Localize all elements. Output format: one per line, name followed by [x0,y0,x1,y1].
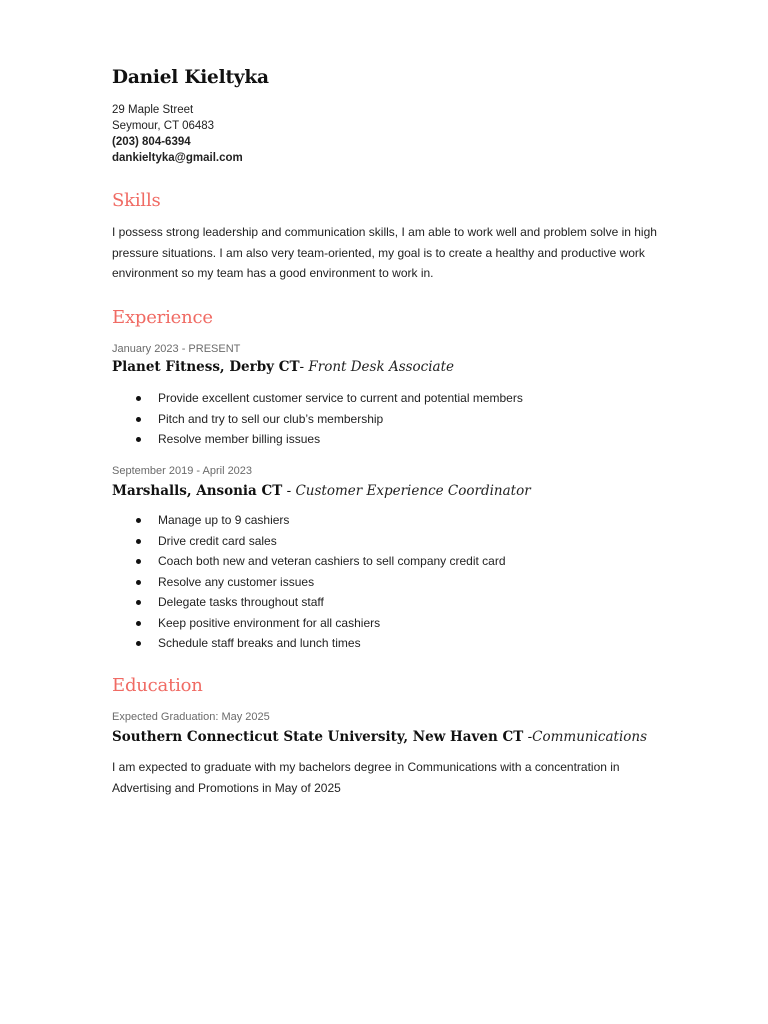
city-state-zip: Seymour, CT 06483 [112,120,215,132]
job-dates: September 2019 - April 2023 [112,465,253,477]
job-duties-list [112,388,523,450]
separator: - [299,359,309,375]
list-item: Resolve any customer issues [112,572,506,593]
experience-heading: Experience [112,307,213,328]
separator: - [523,729,533,745]
applicant-name: Daniel Kieltyka [112,67,269,88]
job-duties-list [112,510,506,654]
list-item: Resolve member billing issues [112,429,523,450]
list-item: Pitch and try to sell our club’s membership [112,409,523,430]
education-heading: Education [112,675,203,696]
list-item: Keep positive environment for all cashiers [112,613,506,634]
email-address: dankieltyka@gmail.com [112,152,243,164]
job-title-line [112,359,454,375]
major: Communications [532,729,648,745]
street-address: 29 Maple Street [112,104,194,116]
list-item: Manage up to 9 cashiers [112,510,506,531]
list-item: Coach both new and veteran cashiers to sell company credit card [112,551,506,572]
employer: Planet Fitness, Derby CT [112,359,300,375]
education-paragraph: I am expected to graduate with my bachelors degree in Communications with a concentration in Advertising and Promotions in May of 2025 [112,760,620,795]
employer: Marshalls, Ansonia CT [112,483,283,499]
graduation-date: Expected Graduation: May 2025 [112,711,270,723]
job-title-line [112,483,531,499]
school-line [112,729,647,745]
list-item: Drive credit card sales [112,531,506,552]
school: Southern Connecticut State University, New Haven CT [112,729,524,745]
skills-paragraph: I possess strong leadership and communication skills, I am able to work well and problem solve in high pressure situations. I am also very team-oriented, my goal is to create a healthy and productive work environment so my team has a good environment to work in. [112,225,657,280]
list-item: Delegate tasks throughout staff [112,592,506,613]
job-dates: January 2023 - PRESENT [112,343,241,355]
list-item: Schedule staff breaks and lunch times [112,633,506,654]
phone-number: (203) 804-6394 [112,136,191,148]
role: Front Desk Associate [308,359,455,375]
separator: - [282,483,296,499]
list-item: Provide excellent customer service to current and potential members [112,388,523,409]
skills-heading: Skills [112,190,161,211]
role: Customer Experience Coordinator [295,483,531,499]
